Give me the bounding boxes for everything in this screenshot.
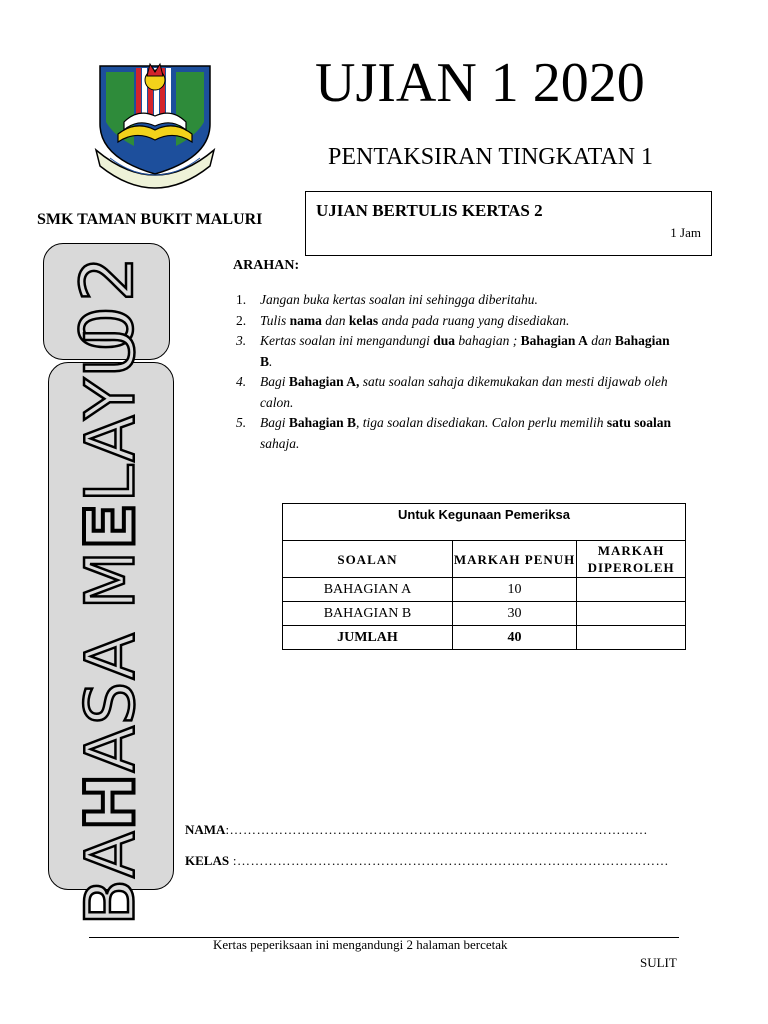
instruction-item: 3. Kertas soalan ini mengandungi dua bahagian ; Bahagian A dan Bahagian B. xyxy=(236,333,670,369)
instruction-item: 2. Tulis nama dan kelas anda pada ruang yang disediakan. xyxy=(236,312,570,328)
subject-code-text: 02 xyxy=(64,251,149,352)
paper-info-box xyxy=(305,191,712,256)
paper-title: UJIAN BERTULIS KERTAS 2 xyxy=(316,201,543,220)
school-name: SMK TAMAN BUKIT MALURI xyxy=(37,211,263,228)
cell-markah-penuh: 10 xyxy=(452,578,576,602)
name-field-dots: :………………………………………………………………………………… xyxy=(225,822,649,837)
column-header-markah-penuh: MARKAH PENUH xyxy=(452,541,576,578)
class-field[interactable] xyxy=(185,853,669,869)
instruction-item: 5. Bagi Bahagian B, tiga soalan disediakan. Calon perlu memilih satu soalan sahaja. xyxy=(236,415,672,451)
name-field-label: NAMA xyxy=(185,822,226,837)
instructions-heading: ARAHAN: xyxy=(233,258,300,273)
column-header-soalan: SOALAN xyxy=(283,541,453,578)
table-row-total xyxy=(283,626,686,650)
exam-title: UJIAN 1 2020 xyxy=(315,52,645,114)
cell-markah-diperoleh xyxy=(577,578,686,602)
instructions-list xyxy=(236,290,676,454)
footer-page-note: Kertas peperiksaan ini mengandungi 2 halaman bercetak xyxy=(213,937,508,952)
cell-soalan: BAHAGIAN B xyxy=(283,602,453,626)
exam-subtitle: PENTAKSIRAN TINGKATAN 1 xyxy=(328,144,654,170)
subject-name-text: BAHASA MELAYU xyxy=(71,326,151,926)
examiner-marks-table xyxy=(282,503,686,650)
instruction-item: 4. Bagi Bahagian A, satu soalan sahaja dikemukakan dan mesti dijawab oleh calon. xyxy=(236,374,668,410)
table-row xyxy=(283,602,686,626)
instruction-item: 1. Jangan buka kertas soalan ini sehingga diberitahu. xyxy=(236,292,538,307)
subject-name-label xyxy=(48,326,174,926)
cell-markah-diperoleh xyxy=(577,626,686,650)
class-field-label: KELAS xyxy=(185,853,230,868)
paper-duration: 1 Jam xyxy=(670,225,701,240)
column-header-markah-diperoleh: MARKAH DIPEROLEH xyxy=(577,541,686,578)
cell-markah-diperoleh xyxy=(577,602,686,626)
table-caption: Untuk Kegunaan Pemeriksa xyxy=(283,504,686,541)
school-crest-logo xyxy=(86,50,224,196)
name-field[interactable] xyxy=(185,822,648,838)
class-field-dots: :…………………………………………………………………………………… xyxy=(229,853,669,868)
cell-markah-penuh: 40 xyxy=(452,626,576,650)
footer-classification: SULIT xyxy=(640,955,677,970)
cell-soalan: JUMLAH xyxy=(283,626,453,650)
table-row xyxy=(283,578,686,602)
cell-soalan: BAHAGIAN A xyxy=(283,578,453,602)
cell-markah-penuh: 30 xyxy=(452,602,576,626)
